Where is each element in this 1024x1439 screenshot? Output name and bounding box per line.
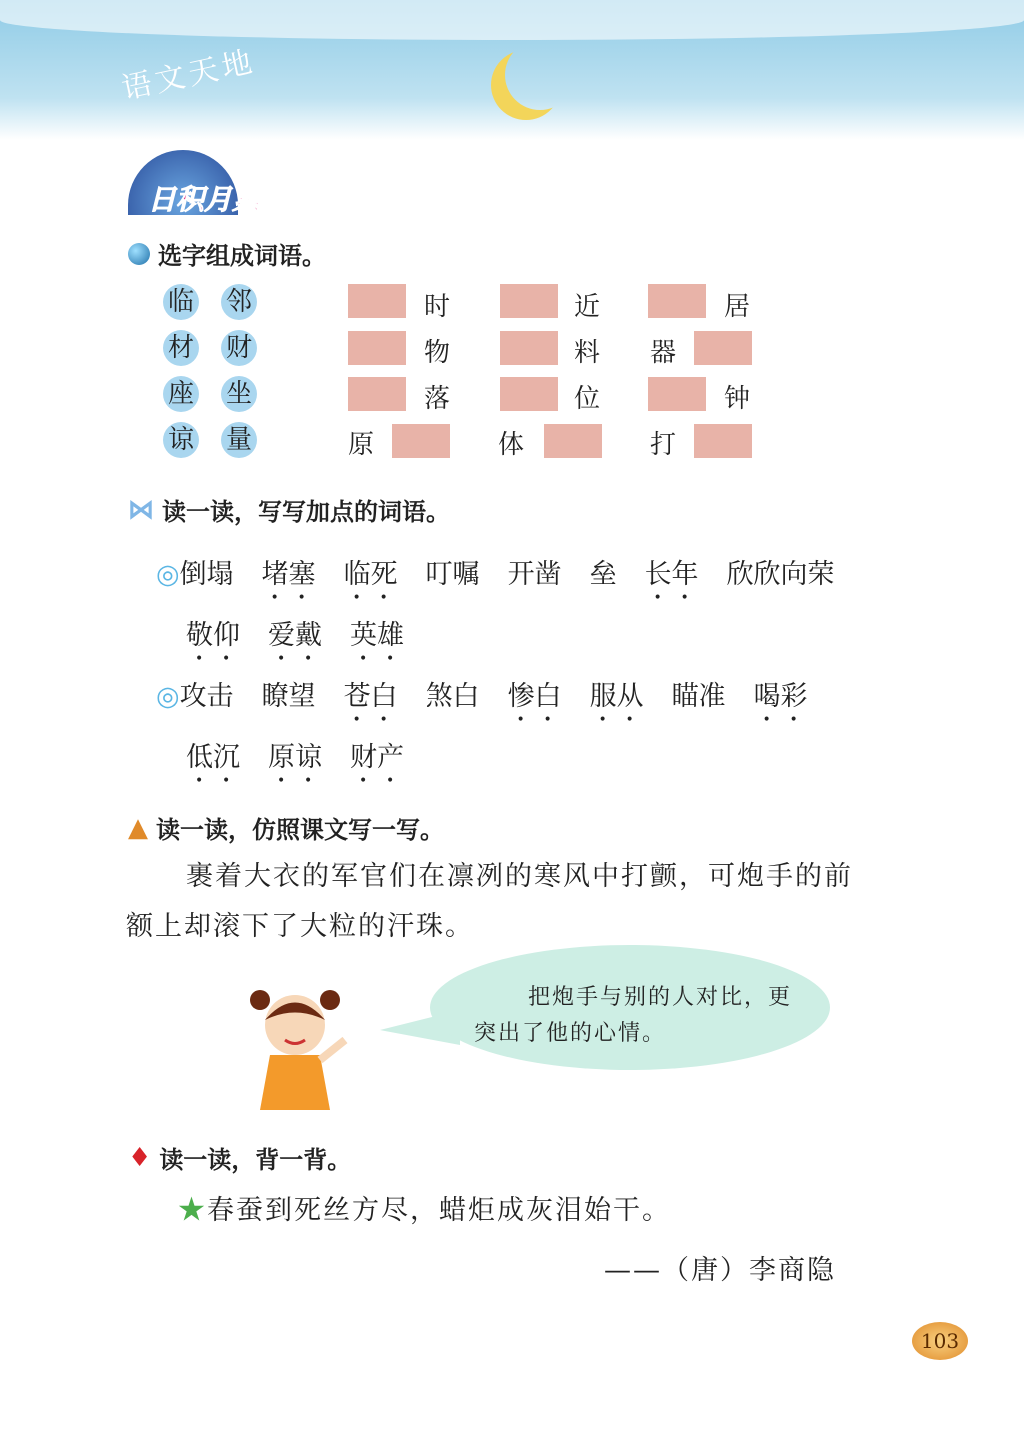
butterfly-icon: ⋈ — [128, 494, 154, 525]
dotted-word: 惨白 — [507, 681, 562, 712]
word: 叮嘱 — [425, 559, 480, 590]
circle-marker-icon: ◎ — [156, 681, 180, 712]
dotted-word: 爱戴 — [268, 620, 322, 651]
poem-author: ——（唐）李商隐 — [604, 1255, 836, 1286]
dotted-word: 堵塞 — [261, 559, 316, 590]
choice-row — [163, 284, 279, 320]
exercise4-title: 读一读，背一背。 — [159, 1145, 352, 1174]
word-row — [156, 552, 863, 606]
answer-blank[interactable] — [392, 424, 450, 458]
girl-illustration — [230, 985, 360, 1115]
answer-blank[interactable] — [500, 377, 558, 411]
dotted-word: 长年 — [644, 559, 699, 590]
given-char: 钟 — [724, 384, 751, 414]
answer-blank[interactable] — [348, 331, 406, 365]
exercise2-title: 读一读，写写加点的词语。 — [162, 497, 450, 526]
bubble-text: 把炮手与别的人对比，更 — [528, 985, 793, 1010]
given-char: 器 — [650, 338, 677, 368]
section-title: 语文天地 — [118, 44, 259, 107]
given-char: 打 — [650, 430, 677, 460]
choice-row — [163, 376, 279, 412]
choice-row — [163, 330, 279, 366]
answer-blank[interactable] — [694, 424, 752, 458]
dotted-word: 英雄 — [350, 620, 404, 651]
answer-blank[interactable] — [500, 284, 558, 318]
star-icon: ★ — [178, 1195, 207, 1226]
dotted-word: 原谅 — [268, 742, 322, 773]
dotted-word: 苍白 — [343, 681, 398, 712]
given-char: 物 — [424, 338, 451, 368]
choice-row — [163, 422, 279, 458]
choice-char: 量 — [221, 422, 257, 458]
dotted-word: 财产 — [350, 742, 404, 773]
circle-marker-icon: ◎ — [156, 559, 180, 590]
word: 煞白 — [425, 681, 480, 712]
given-char: 原 — [348, 430, 375, 460]
given-char: 位 — [574, 384, 601, 414]
dotted-word: 低沉 — [186, 742, 240, 773]
answer-blank[interactable] — [544, 424, 602, 458]
given-char: 时 — [424, 292, 451, 322]
exercise1-title: 选字组成词语。 — [158, 241, 326, 270]
dotted-word: 临死 — [343, 559, 398, 590]
choice-char: 邻 — [221, 284, 257, 320]
word-row — [186, 613, 432, 667]
word: 攻击 — [179, 681, 234, 712]
example-sentence: 额上却滚下了大粒的汗珠。 — [126, 911, 474, 942]
choice-char: 谅 — [163, 422, 199, 458]
given-char: 料 — [574, 338, 601, 368]
answer-blank[interactable] — [348, 377, 406, 411]
given-char: 落 — [424, 384, 451, 414]
choice-char: 材 — [163, 330, 199, 366]
choice-char: 坐 — [221, 376, 257, 412]
ball-icon — [128, 243, 150, 265]
cloud-decoration — [0, 0, 1024, 40]
exercise4-heading — [128, 1140, 351, 1175]
dotted-word: 喝彩 — [753, 681, 808, 712]
choice-char: 财 — [221, 330, 257, 366]
word: 瞭望 — [261, 681, 316, 712]
triangle-icon: ▲ — [128, 812, 148, 843]
answer-blank[interactable] — [648, 284, 706, 318]
logo-text: 日积月累 — [148, 183, 261, 216]
exercise2-heading — [128, 492, 450, 527]
word: 欣欣向荣 — [726, 559, 835, 590]
exercise3-title: 读一读，仿照课文写一写。 — [156, 815, 444, 844]
word: 倒塌 — [179, 559, 234, 590]
choice-char: 座 — [163, 376, 199, 412]
moon-icon — [505, 40, 575, 110]
exercise1-heading — [128, 236, 326, 271]
given-char: 体 — [498, 430, 525, 460]
word: 瞄准 — [671, 681, 726, 712]
given-char: 近 — [574, 292, 601, 322]
answer-blank[interactable] — [694, 331, 752, 365]
dotted-word: 服从 — [589, 681, 644, 712]
choice-char: 临 — [163, 284, 199, 320]
dotted-word: 敬仰 — [186, 620, 240, 651]
poem-text: 春蚕到死丝方尽，蜡炬成灰泪始干。 — [207, 1195, 671, 1226]
word: 开凿 — [507, 559, 562, 590]
given-char: 居 — [724, 292, 751, 322]
diamond-icon: ♦ — [128, 1142, 152, 1173]
word: 垒 — [589, 559, 617, 590]
answer-blank[interactable] — [648, 377, 706, 411]
example-sentence: 裹着大衣的军官们在凛冽的寒风中打颤，可炮手的前 — [186, 861, 853, 892]
section-logo — [128, 150, 288, 220]
bubble-text: 突出了他的心情。 — [474, 1021, 667, 1046]
exercise3-heading — [128, 810, 444, 845]
word-row — [156, 674, 836, 728]
answer-blank[interactable] — [500, 331, 558, 365]
answer-blank[interactable] — [348, 284, 406, 318]
header-banner — [0, 0, 1024, 140]
page-number: 103 — [912, 1322, 968, 1360]
poem-line — [178, 1188, 671, 1227]
word-row — [186, 735, 432, 789]
